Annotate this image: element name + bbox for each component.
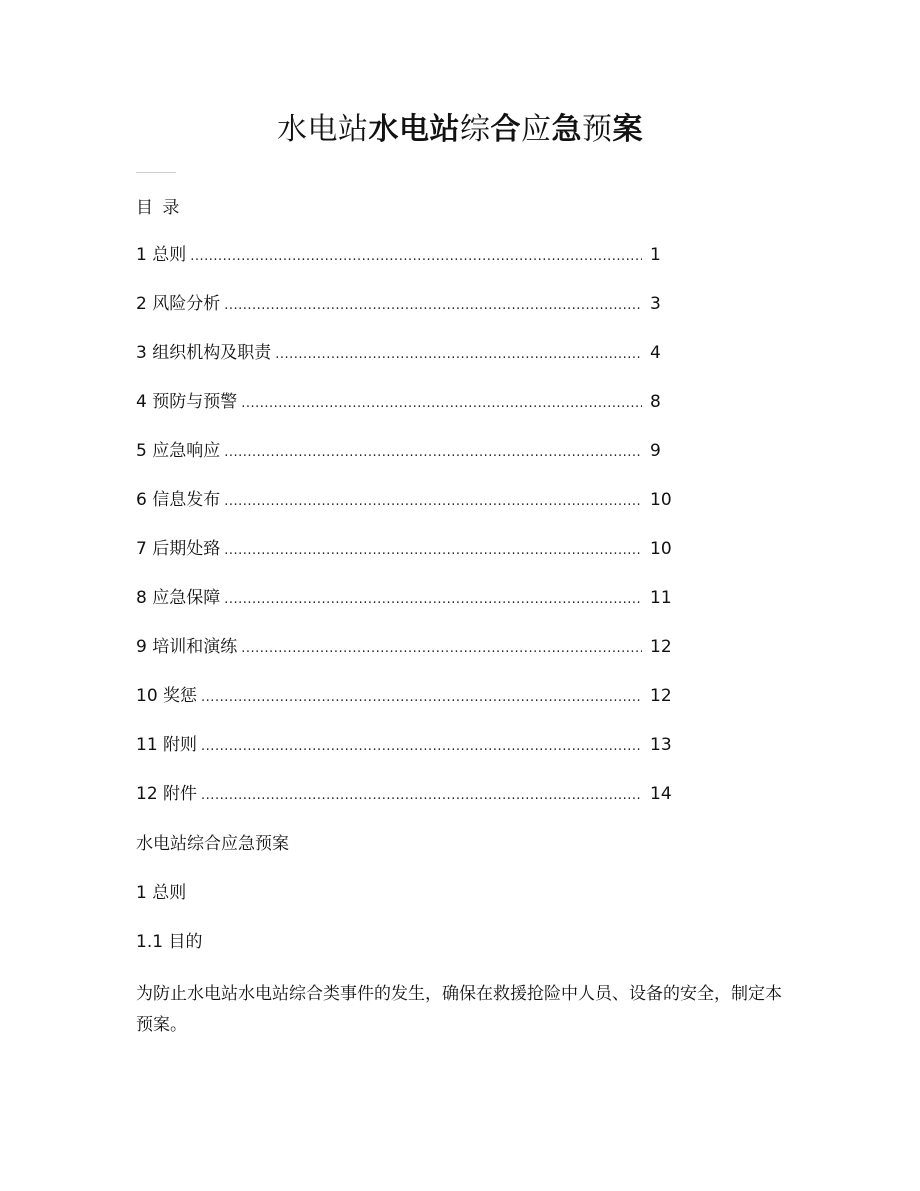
document-title xyxy=(0,108,920,152)
body-title: 水电站综合应急预案 xyxy=(136,834,289,854)
toc-leader-dots xyxy=(201,784,642,808)
title-divider xyxy=(136,172,176,173)
section-heading: 1 总则 xyxy=(136,883,187,903)
toc-leader-dots xyxy=(224,490,642,514)
toc-entry-label: 2 风险分析 xyxy=(136,294,221,314)
toc-leader-dots xyxy=(201,686,642,710)
toc-leader-dots xyxy=(224,539,642,563)
toc-entry-label: 3 组织机构及职责 xyxy=(136,343,272,363)
title-part: 预 xyxy=(582,112,613,147)
toc-leader-dots xyxy=(275,343,642,367)
toc-entry[interactable] xyxy=(136,243,676,292)
toc-leader-dots xyxy=(224,294,642,318)
title-part: 站 xyxy=(429,112,460,147)
toc-entry-page: 11 xyxy=(650,588,672,608)
table-of-contents xyxy=(136,243,676,831)
toc-entry-page: 3 xyxy=(650,294,661,314)
subsection-heading: 1.1 目的 xyxy=(136,932,203,952)
title-part: 合 xyxy=(490,112,521,147)
toc-entry-page: 12 xyxy=(650,686,672,706)
toc-leader-dots xyxy=(241,392,642,416)
title-part: 水电站 xyxy=(277,112,369,147)
toc-entry-page: 4 xyxy=(650,343,661,363)
toc-entry-label: 5 应急响应 xyxy=(136,441,221,461)
toc-entry[interactable] xyxy=(136,684,676,733)
toc-entry-label: 7 后期处臵 xyxy=(136,539,221,559)
toc-entry-page: 1 xyxy=(650,245,661,265)
toc-entry-label: 12 附件 xyxy=(136,784,198,804)
toc-entry-label: 1 总则 xyxy=(136,245,187,265)
title-part: 综 xyxy=(460,112,491,147)
toc-entry-page: 10 xyxy=(650,490,672,510)
toc-entry[interactable] xyxy=(136,782,676,831)
toc-entry[interactable] xyxy=(136,586,676,635)
toc-entry[interactable] xyxy=(136,537,676,586)
toc-entry[interactable] xyxy=(136,733,676,782)
toc-entry-label: 11 附则 xyxy=(136,735,198,755)
toc-entry-label: 10 奖惩 xyxy=(136,686,198,706)
toc-entry-page: 9 xyxy=(650,441,661,461)
toc-leader-dots xyxy=(241,637,642,661)
toc-entry-page: 13 xyxy=(650,735,672,755)
body-paragraph: 为防止水电站水电站综合类事件的发生，确保在救援抢险中人员、设备的安全，制定本预案。 xyxy=(136,984,782,1035)
toc-entry[interactable] xyxy=(136,635,676,684)
title-part: 急 xyxy=(551,112,582,147)
toc-heading: 目 录 xyxy=(136,198,182,218)
toc-entry-label: 9 培训和演练 xyxy=(136,637,238,657)
toc-entry[interactable] xyxy=(136,292,676,341)
toc-entry-label: 6 信息发布 xyxy=(136,490,221,510)
toc-entry-page: 8 xyxy=(650,392,661,412)
toc-entry-label: 4 预防与预警 xyxy=(136,392,238,412)
toc-entry[interactable] xyxy=(136,390,676,439)
toc-entry[interactable] xyxy=(136,341,676,390)
toc-entry[interactable] xyxy=(136,439,676,488)
toc-entry-page: 10 xyxy=(650,539,672,559)
toc-leader-dots xyxy=(224,441,642,465)
toc-entry-page: 14 xyxy=(650,784,672,804)
toc-leader-dots xyxy=(224,588,642,612)
title-part: 水电 xyxy=(368,112,430,147)
toc-leader-dots xyxy=(201,735,642,759)
toc-entry-label: 8 应急保障 xyxy=(136,588,221,608)
title-part: 案 xyxy=(612,112,643,147)
toc-leader-dots xyxy=(190,245,642,269)
title-part: 应 xyxy=(521,112,552,147)
toc-entry-page: 12 xyxy=(650,637,672,657)
toc-entry[interactable] xyxy=(136,488,676,537)
